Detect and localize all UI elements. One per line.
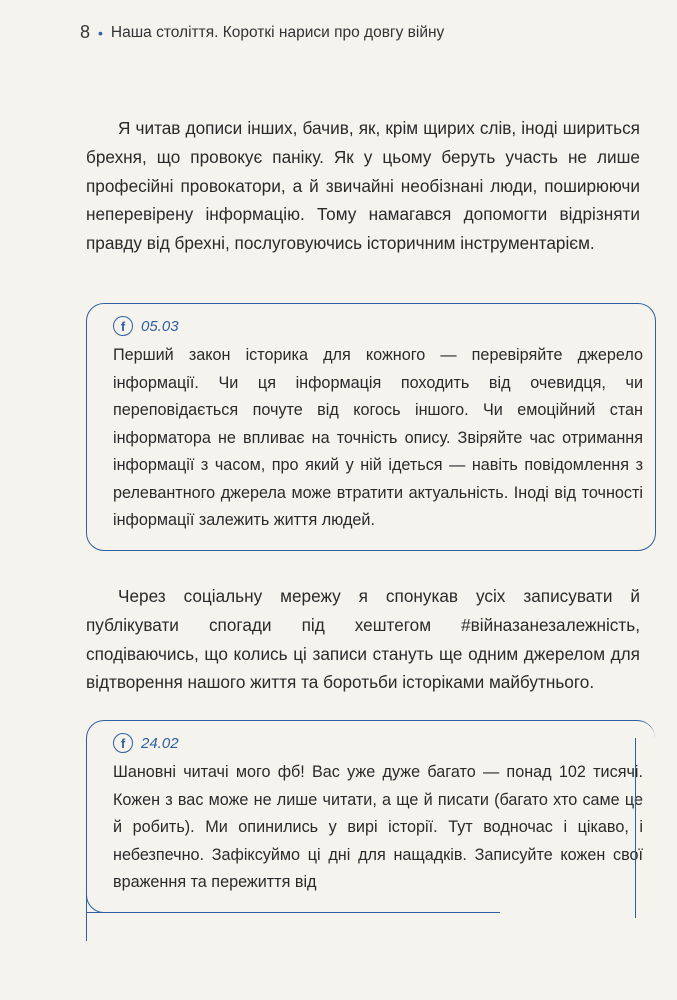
- book-title: Наша століття. Короткі нариси про довгу війну: [110, 23, 445, 41]
- post-date: 24.02: [141, 734, 179, 752]
- post-text: Шановні читачі мого фб! Вас уже дуже багато — понад 102 тисячі. Кожен з вас може не лише читати, а ще й писати (багато хто саме це й робить). Ми опинились у вирі історії. Тут водночас і цікаво, і небезпечно. Зафіксуймо ці дні для нащадків. Записуйте кожен свої враження та пережиття від: [113, 763, 643, 891]
- post-date: 05.03: [141, 317, 179, 335]
- header-bullet: •: [98, 24, 103, 41]
- running-header: [80, 22, 444, 43]
- paragraph-2: Через соціальну мережу я спонукав усіх записувати й публікувати спогади під хештегом #війназанезалежність, сподіваючись, що колись ці записи стануть ще одним джерелом для відтворення нашого життя та боротьби історіками майбутнього.: [86, 586, 640, 693]
- post-text: Перший закон історика для кожного — перевіряйте джерело інформації. Чи ця інформація походить від очевидця, чи переповідається почуте від когось іншого. Чи емоційний стан інформатора не впливає на точність опису. Звіряйте час отримання інформації з часом, про який у ній ідеться — навіть повідомлення з релевантного джерела може втратити актуальність. Іноді від точності інформації залежить життя людей.: [113, 346, 643, 529]
- page-number: 8: [80, 22, 91, 42]
- post-box-bottom-border: [86, 912, 500, 913]
- facebook-icon: f: [113, 733, 133, 753]
- paragraph-1: Я читав дописи інших, бачив, як, крім щирих слів, іноді шириться брехня, що провокує паніку. Як у цьому беруть участь не лише професійні провокатори, а й звичайні необізнані люди, поширюючи неперевірену інформацію. Тому намагався допомогти відрізняти правду від брехні, послуговуючись історичним інструментарієм.: [86, 118, 640, 254]
- post-box-right-border: [635, 738, 636, 918]
- facebook-icon: f: [113, 316, 133, 336]
- post-header: [113, 733, 643, 753]
- post-header: [113, 316, 643, 336]
- facebook-post-box: [86, 720, 655, 941]
- facebook-post-box: [86, 303, 656, 551]
